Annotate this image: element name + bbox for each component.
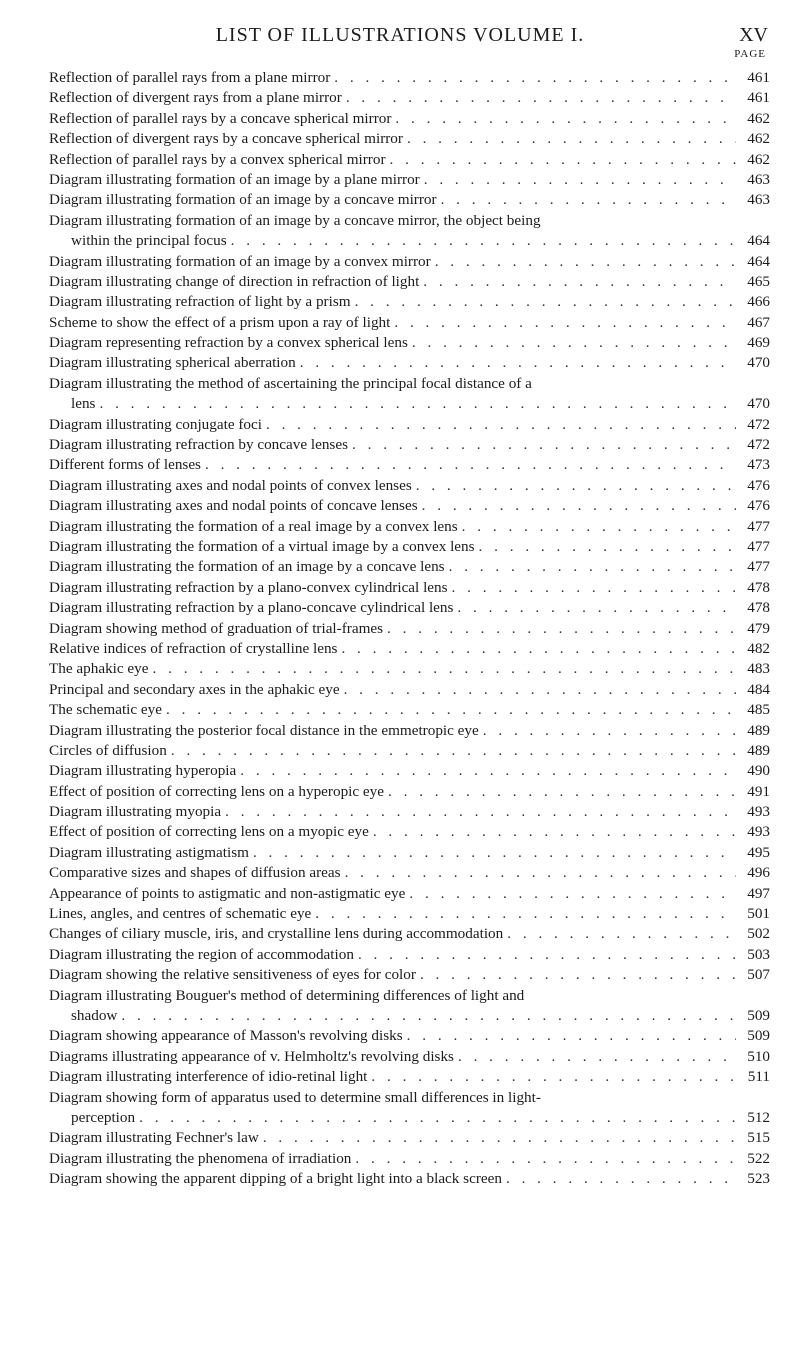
entry-title: Reflection of parallel rays by a concave spherical mirror [49, 109, 392, 127]
entry-page-number: 493 [747, 803, 770, 821]
entry-title: Diagram illustrating axes and nodal points of concave lenses [49, 497, 418, 515]
page-column-label: PAGE [734, 48, 766, 60]
list-item [49, 455, 770, 475]
dot-leader [99, 394, 736, 414]
dot-leader [166, 700, 736, 720]
dot-leader [416, 476, 736, 496]
list-item [49, 272, 770, 292]
page-number: XV [739, 24, 768, 46]
entry-page-number: 461 [747, 89, 770, 107]
entry-page-number: 478 [747, 578, 770, 596]
dot-leader [253, 843, 736, 863]
entry-page-number: 476 [747, 476, 770, 494]
dot-leader [479, 537, 736, 557]
entry-page-number: 462 [747, 109, 770, 127]
entry-page-number: 472 [747, 436, 770, 454]
dot-leader [205, 455, 736, 475]
list-item [49, 496, 770, 516]
list-item [49, 965, 770, 985]
list-item [49, 1128, 770, 1148]
entry-page-number: 467 [747, 313, 770, 331]
running-title: LIST OF ILLUSTRATIONS VOLUME I. [215, 24, 585, 46]
dot-leader [346, 88, 736, 108]
entry-title: Diagram illustrating refraction by a plano-convex cylindrical lens [49, 578, 448, 596]
entry-page-number: 493 [747, 823, 770, 841]
list-item [49, 924, 770, 944]
entry-page-number: 465 [747, 272, 770, 290]
entry-page-number: 464 [747, 232, 770, 250]
list-item [49, 1067, 770, 1087]
list-item [49, 700, 770, 720]
dot-leader [139, 1108, 736, 1128]
entry-title: Diagram illustrating conjugate foci [49, 415, 262, 433]
list-item [49, 822, 770, 842]
entry-title: Diagram illustrating Bouguer's method of determining differences of light and [49, 986, 525, 1004]
list-item [49, 884, 770, 904]
entry-page-number: 512 [747, 1108, 770, 1126]
entry-title: Diagram illustrating refraction by a plano-concave cylindrical lens [49, 599, 454, 617]
entry-page-number: 483 [747, 660, 770, 678]
entry-title: Relative indices of refraction of crystalline lens [49, 639, 338, 657]
dot-leader [407, 129, 736, 149]
entry-title: Diagram illustrating the formation of a real image by a convex lens [49, 517, 458, 535]
entry-title-continuation: within the principal focus [71, 232, 227, 250]
dot-leader [387, 619, 736, 639]
dot-leader [352, 435, 736, 455]
dot-leader [506, 1169, 736, 1189]
entry-page-number: 477 [747, 558, 770, 576]
dot-leader [449, 557, 736, 577]
list-item [49, 170, 770, 190]
entry-title: Diagram showing form of apparatus used to determine small differences in light- [49, 1088, 541, 1106]
entry-title-continuation: shadow [71, 1006, 118, 1024]
list-item [49, 680, 770, 700]
dot-leader [420, 965, 736, 985]
list-item [49, 1026, 770, 1046]
entry-title: Diagram illustrating the formation of a virtual image by a convex lens [49, 537, 475, 555]
dot-leader [225, 802, 736, 822]
list-item [49, 659, 770, 679]
list-item [49, 741, 770, 761]
dot-leader [171, 741, 736, 761]
dot-leader [341, 639, 736, 659]
dot-leader [153, 659, 736, 679]
list-item [49, 904, 770, 924]
entry-title: Changes of ciliary muscle, iris, and crystalline lens during accommodation [49, 925, 504, 943]
entry-title: Reflection of parallel rays from a plane mirror [49, 69, 331, 86]
dot-leader [373, 822, 736, 842]
list-item [49, 211, 770, 252]
entry-page-number: 489 [747, 721, 770, 739]
page-header [0, 16, 800, 56]
list-item [49, 109, 770, 129]
list-item [49, 190, 770, 210]
entry-title: Diagram illustrating the region of accommodation [49, 945, 354, 963]
list-item [49, 415, 770, 435]
entry-title: Appearance of points to astigmatic and non-astigmatic eye [49, 884, 406, 902]
entry-page-number: 511 [747, 1068, 770, 1086]
entry-page-number: 523 [747, 1170, 770, 1188]
list-item [49, 945, 770, 965]
entry-title: Diagram illustrating hyperopia [49, 762, 237, 780]
entry-title: Diagram illustrating formation of an image by a concave mirror, the object being [49, 211, 541, 229]
entry-page-number: 477 [747, 537, 770, 555]
entry-page-number: 484 [747, 680, 770, 698]
entry-title: Different forms of lenses [49, 456, 201, 474]
dot-leader [394, 313, 736, 333]
illustration-list [49, 68, 770, 1189]
entry-page-number: 501 [747, 905, 770, 923]
dot-leader [266, 415, 736, 435]
entry-title: Diagrams illustrating appearance of v. Helmholtz's revolving disks [49, 1047, 454, 1065]
dot-leader [263, 1128, 736, 1148]
list-item [49, 802, 770, 822]
list-item [49, 68, 770, 88]
dot-leader [423, 272, 736, 292]
entry-page-number: 497 [747, 884, 770, 902]
dot-leader [412, 333, 736, 353]
entry-title: Diagram illustrating the posterior focal distance in the emmetropic eye [49, 721, 479, 739]
dot-leader [407, 1026, 736, 1046]
list-item [49, 252, 770, 272]
entry-title: Diagram illustrating axes and nodal points of convex lenses [49, 476, 412, 494]
entry-page-number: 489 [747, 741, 770, 759]
list-item [49, 313, 770, 333]
list-item [49, 353, 770, 373]
entry-title: Effect of position of correcting lens on a hyperopic eye [49, 782, 384, 800]
list-item [49, 639, 770, 659]
dot-leader [483, 721, 736, 741]
dot-leader [441, 190, 736, 210]
list-item [49, 517, 770, 537]
entry-title: Reflection of divergent rays by a concave spherical mirror [49, 130, 403, 148]
list-item [49, 150, 770, 170]
list-item [49, 1088, 770, 1129]
entry-title: Comparative sizes and shapes of diffusion areas [49, 864, 341, 882]
entry-page-number: 485 [747, 701, 770, 719]
entry-title: Diagram illustrating the method of ascertaining the principal focal distance of a [49, 374, 532, 392]
entry-page-number: 482 [747, 639, 770, 657]
list-item [49, 292, 770, 312]
list-item [49, 537, 770, 557]
entry-title: Diagram illustrating refraction by concave lenses [49, 436, 348, 454]
entry-title: Diagram illustrating formation of an image by a concave mirror [49, 191, 437, 209]
entry-title: Diagram illustrating formation of an image by a convex mirror [49, 252, 431, 270]
dot-leader [334, 68, 736, 88]
dot-leader [231, 231, 736, 251]
list-item [49, 374, 770, 415]
dot-leader [457, 598, 736, 618]
list-item [49, 476, 770, 496]
entry-page-number: 479 [747, 619, 770, 637]
entry-title: Diagram illustrating spherical aberration [49, 354, 296, 372]
entry-page-number: 462 [747, 150, 770, 168]
entry-title: Diagram showing method of graduation of trial-frames [49, 619, 384, 637]
entry-page-number: 461 [747, 69, 770, 86]
list-item [49, 435, 770, 455]
dot-leader [121, 1006, 736, 1026]
list-item [49, 863, 770, 883]
entry-page-number: 470 [747, 395, 770, 413]
entry-page-number: 477 [747, 517, 770, 535]
entry-page-number: 476 [747, 497, 770, 515]
dot-leader [371, 1067, 736, 1087]
dot-leader [424, 170, 736, 190]
list-item [49, 598, 770, 618]
entry-page-number: 466 [747, 293, 770, 311]
entry-title: Diagram illustrating astigmatism [49, 843, 249, 861]
entry-page-number: 509 [747, 1027, 770, 1045]
list-item [49, 333, 770, 353]
entry-page-number: 495 [747, 843, 770, 861]
entry-title: Diagram representing refraction by a convex spherical lens [49, 334, 408, 352]
entry-page-number: 515 [747, 1129, 770, 1147]
entry-page-number: 464 [747, 252, 770, 270]
entry-title: Principal and secondary axes in the aphakic eye [49, 680, 340, 698]
list-item [49, 129, 770, 149]
dot-leader [507, 924, 736, 944]
dot-leader [435, 252, 736, 272]
dot-leader [355, 1149, 736, 1169]
entry-page-number: 472 [747, 415, 770, 433]
entry-title-continuation: lens [71, 395, 96, 413]
entry-title: Diagram illustrating myopia [49, 803, 222, 821]
entry-page-number: 490 [747, 762, 770, 780]
entry-title: Diagram illustrating change of direction in refraction of light [49, 272, 420, 290]
dot-leader [355, 292, 736, 312]
entry-title: Reflection of parallel rays by a convex spherical mirror [49, 150, 386, 168]
dot-leader [388, 782, 736, 802]
entry-title: Diagram illustrating formation of an image by a plane mirror [49, 170, 420, 188]
list-item [49, 721, 770, 741]
entry-page-number: 470 [747, 354, 770, 372]
entry-title: Circles of diffusion [49, 741, 167, 759]
entry-title: Diagram illustrating interference of idio-retinal light [49, 1068, 368, 1086]
entry-title: Diagram showing the apparent dipping of a bright light into a black screen [49, 1170, 502, 1188]
dot-leader [395, 109, 736, 129]
entry-title: Reflection of divergent rays from a plane mirror [49, 89, 342, 107]
list-item [49, 619, 770, 639]
entry-page-number: 463 [747, 191, 770, 209]
entry-page-number: 478 [747, 599, 770, 617]
entry-title: The schematic eye [49, 701, 163, 719]
entry-title: Diagram illustrating the formation of an image by a concave lens [49, 558, 445, 576]
dot-leader [458, 1047, 736, 1067]
dot-leader [315, 904, 736, 924]
list-item [49, 578, 770, 598]
list-item [49, 843, 770, 863]
dot-leader [358, 945, 736, 965]
list-item [49, 761, 770, 781]
entry-page-number: 522 [747, 1149, 770, 1167]
entry-page-number: 502 [747, 925, 770, 943]
dot-leader [345, 863, 736, 883]
list-item [49, 1169, 770, 1189]
entry-page-number: 496 [747, 864, 770, 882]
list-item [49, 986, 770, 1027]
list-item [49, 782, 770, 802]
entry-title: Diagram showing appearance of Masson's revolving disks [49, 1027, 403, 1045]
entry-page-number: 463 [747, 170, 770, 188]
entry-title: Scheme to show the effect of a prism upon a ray of light [49, 313, 391, 331]
list-item [49, 557, 770, 577]
entry-title: Effect of position of correcting lens on a myopic eye [49, 823, 369, 841]
entry-page-number: 462 [747, 130, 770, 148]
dot-leader [390, 150, 736, 170]
entry-title: Diagram illustrating the phenomena of irradiation [49, 1149, 352, 1167]
list-item [49, 1149, 770, 1169]
entry-page-number: 507 [747, 966, 770, 984]
entry-page-number: 510 [747, 1047, 770, 1065]
dot-leader [422, 496, 736, 516]
entry-title: The aphakic eye [49, 660, 149, 678]
entry-title: Lines, angles, and centres of schematic eye [49, 905, 312, 923]
entry-title: Diagram showing the relative sensitiveness of eyes for color [49, 966, 416, 984]
entry-title-continuation: perception [71, 1108, 136, 1126]
dot-leader [300, 353, 736, 373]
list-item [49, 88, 770, 108]
dot-leader [240, 761, 736, 781]
entry-page-number: 503 [747, 945, 770, 963]
entry-title: Diagram illustrating refraction of light by a prism [49, 293, 351, 311]
entry-page-number: 473 [747, 456, 770, 474]
entry-title: Diagram illustrating Fechner's law [49, 1129, 259, 1147]
dot-leader [409, 884, 736, 904]
dot-leader [344, 680, 736, 700]
dot-leader [462, 517, 736, 537]
entry-page-number: 509 [747, 1006, 770, 1024]
dot-leader [452, 578, 736, 598]
list-item [49, 1047, 770, 1067]
entry-page-number: 469 [747, 334, 770, 352]
entry-page-number: 491 [747, 782, 770, 800]
